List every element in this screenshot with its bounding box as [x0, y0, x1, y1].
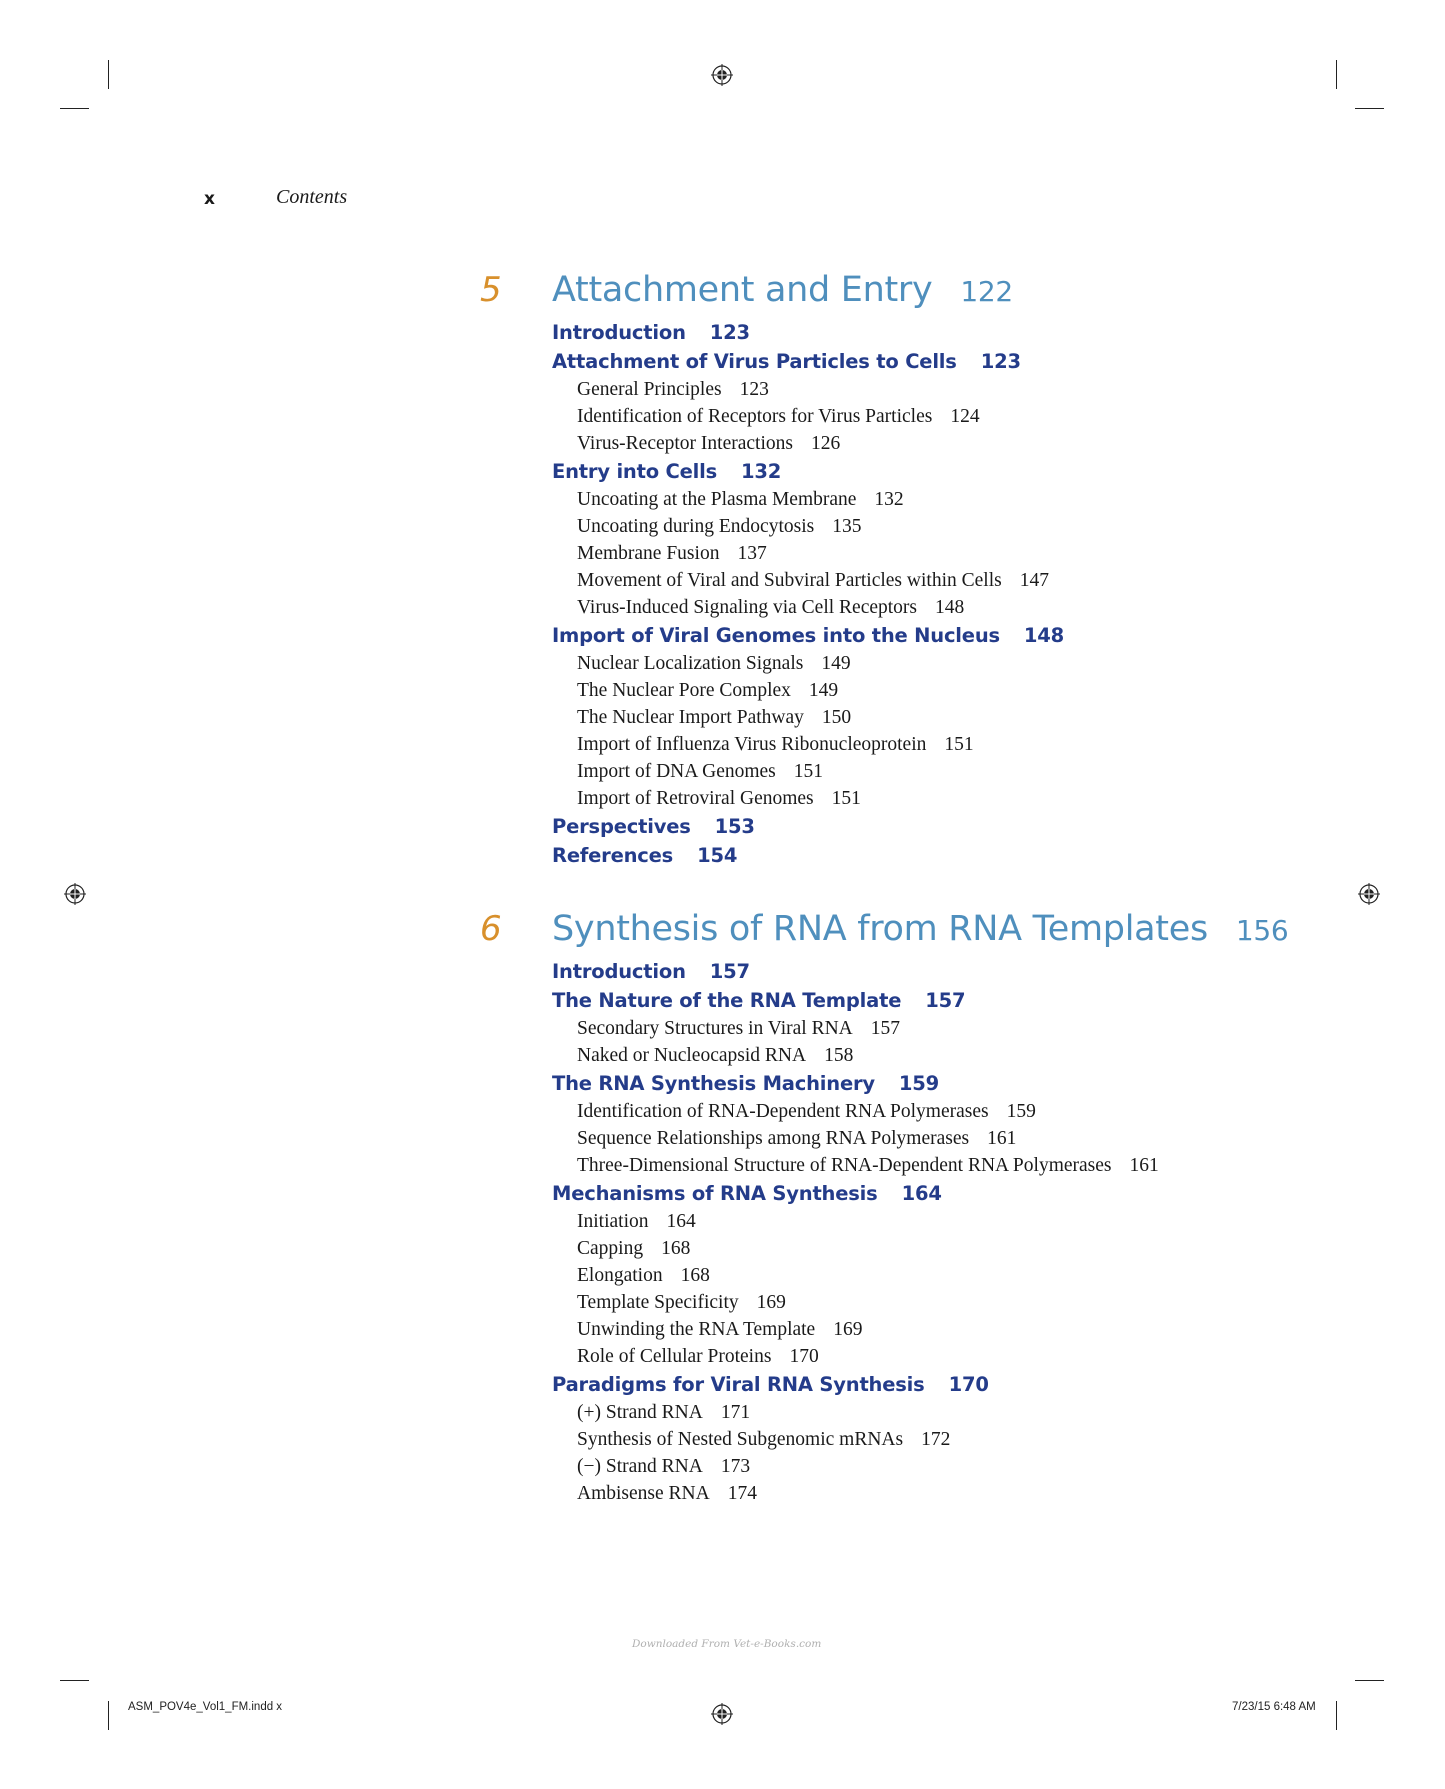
toc-section-heading: [552, 457, 1064, 486]
toc-entry-page: 158: [824, 1045, 854, 1066]
toc-entry-title: Initiation: [577, 1211, 649, 1232]
toc-entry-title: Secondary Structures in Viral RNA: [577, 1018, 853, 1039]
toc-subsection-entry: [552, 376, 1064, 403]
toc-entry-title: General Principles: [577, 379, 722, 400]
toc-entry-page: 123: [739, 379, 769, 400]
toc-entry-title: The Nuclear Pore Complex: [577, 680, 791, 701]
toc-subsection-entry: [552, 1289, 1159, 1316]
toc-entry-page: 157: [870, 1018, 901, 1039]
toc-entry-title: Identification of RNA-Dependent RNA Polymerases: [577, 1101, 989, 1122]
toc-entry-title: Import of Retroviral Genomes: [577, 788, 814, 809]
slug-date: 7/23/15 6:48 AM: [1232, 1701, 1316, 1713]
toc-entry-page: 126: [810, 433, 841, 454]
toc-entry-title: Role of Cellular Proteins: [577, 1346, 772, 1367]
registration-mark-icon: [64, 883, 86, 905]
toc-subsection-entry: [552, 1015, 1159, 1042]
toc-entry-page: 153: [714, 815, 755, 838]
toc-entry-title: Virus-Induced Signaling via Cell Receptors: [577, 597, 918, 618]
toc-entry-page: 151: [944, 734, 974, 755]
toc-entry-title: Entry into Cells: [552, 460, 718, 483]
toc-entry-title: Membrane Fusion: [577, 543, 720, 564]
toc-section-heading: [552, 318, 1064, 347]
toc-entry-title: Nuclear Localization Signals: [577, 653, 804, 674]
registration-mark-icon: [711, 1703, 733, 1725]
registration-mark-icon: [711, 64, 733, 86]
toc-entry-page: 132: [874, 489, 904, 510]
toc-entry-title: Movement of Viral and Subviral Particles within Cells: [577, 570, 1002, 591]
toc-entry-title: Ambisense RNA: [577, 1483, 710, 1504]
toc-entry-page: 173: [720, 1456, 751, 1477]
toc-subsection-entry: [552, 677, 1064, 704]
toc-subsection-entry: [552, 1042, 1159, 1069]
chapter-title-text: Attachment and Entry: [552, 270, 933, 310]
toc-subsection-entry: [552, 1262, 1159, 1289]
toc-section-heading: [552, 812, 1064, 841]
page-folio: x: [204, 189, 215, 209]
running-head: Contents: [276, 186, 348, 208]
toc-entry-page: 170: [948, 1373, 989, 1396]
toc-entry-page: 157: [925, 989, 966, 1012]
toc-subsection-entry: [552, 758, 1064, 785]
toc-entry-title: Three-Dimensional Structure of RNA-Dependent RNA Polymerases: [577, 1155, 1112, 1176]
toc-entry-title: Unwinding the RNA Template: [577, 1319, 816, 1340]
toc-subsection-entry: [552, 1453, 1159, 1480]
toc-entry-title: Identification of Receptors for Virus Particles: [577, 406, 933, 427]
toc-subsection-entry: [552, 1098, 1159, 1125]
toc-entry-title: Sequence Relationships among RNA Polymerases: [577, 1128, 970, 1149]
toc-entry-page: 170: [789, 1346, 819, 1367]
toc-section-heading: [552, 621, 1064, 650]
toc-entry-page: 123: [709, 321, 750, 344]
toc-subsection-entry: [552, 540, 1064, 567]
crop-mark-top-left-v: [108, 60, 109, 89]
crop-mark-top-right-h: [1355, 108, 1384, 109]
toc-entry-page: 147: [1019, 570, 1049, 591]
toc-entry-title: Uncoating during Endocytosis: [577, 516, 815, 537]
toc-section-heading: [552, 841, 1064, 870]
chapter-title: [552, 270, 1013, 310]
toc-subsection-entry: [552, 704, 1064, 731]
toc-entry-title: Paradigms for Viral RNA Synthesis: [552, 1373, 925, 1396]
toc-entry-title: (−) Strand RNA: [577, 1456, 703, 1477]
toc-entry-page: 151: [831, 788, 861, 809]
toc-subsection-entry: [552, 1480, 1159, 1507]
toc-entry-page: 159: [898, 1072, 940, 1095]
toc-entry-title: Elongation: [577, 1265, 663, 1286]
toc-entry-title: Import of DNA Genomes: [577, 761, 776, 782]
toc-subsection-entry: [552, 430, 1064, 457]
toc-section-heading: [552, 1370, 1159, 1399]
toc-entry-page: 161: [987, 1128, 1017, 1149]
toc-entry-page: 164: [666, 1211, 696, 1232]
toc-subsection-entry: [552, 1343, 1159, 1370]
toc-entry-page: 168: [680, 1265, 710, 1286]
toc-entry-page: 174: [727, 1483, 757, 1504]
toc-entry-title: Introduction: [552, 321, 686, 344]
toc-subsection-entry: [552, 513, 1064, 540]
toc-entry-title: The Nuclear Import Pathway: [577, 707, 804, 728]
toc-subsection-entry: [552, 1125, 1159, 1152]
toc-entry-page: 150: [821, 707, 852, 728]
crop-mark-bottom-right-h: [1355, 1680, 1384, 1681]
toc-entry-page: 161: [1129, 1155, 1159, 1176]
toc-subsection-entry: [552, 403, 1064, 430]
toc-entry-page: 137: [737, 543, 767, 564]
crop-mark-top-right-v: [1336, 60, 1337, 89]
toc-section-heading: [552, 1179, 1159, 1208]
chapter-entries-list: [552, 318, 1064, 870]
toc-subsection-entry: [552, 486, 1064, 513]
toc-subsection-entry: [552, 650, 1064, 677]
toc-entry-title: The RNA Synthesis Machinery: [552, 1072, 875, 1095]
toc-subsection-entry: [552, 1235, 1159, 1262]
toc-entry-title: Capping: [577, 1238, 644, 1259]
chapter-entries-list: [552, 957, 1159, 1507]
crop-mark-top-left-h: [60, 108, 89, 109]
toc-entry-title: Import of Viral Genomes into the Nucleus: [552, 624, 1000, 647]
toc-entry-title: Attachment of Virus Particles to Cells: [552, 350, 957, 373]
chapter-number: 5: [480, 270, 502, 310]
toc-subsection-entry: [552, 594, 1064, 621]
toc-section-heading: [552, 957, 1159, 986]
toc-subsection-entry: [552, 1426, 1159, 1453]
toc-entry-page: 154: [697, 844, 738, 867]
toc-entry-page: 171: [720, 1402, 751, 1423]
download-watermark: Downloaded From Vet-e-Books.com: [632, 1638, 822, 1650]
chapter-page-number: 122: [960, 275, 1013, 308]
toc-entry-title: Naked or Nucleocapsid RNA: [577, 1045, 807, 1066]
crop-mark-bottom-right-v: [1336, 1701, 1337, 1730]
toc-subsection-entry: [552, 567, 1064, 594]
toc-entry-page: 157: [709, 960, 750, 983]
toc-subsection-entry: [552, 1152, 1159, 1179]
toc-subsection-entry: [552, 1316, 1159, 1343]
toc-entry-title: Synthesis of Nested Subgenomic mRNAs: [577, 1429, 904, 1450]
crop-mark-bottom-left-h: [60, 1680, 89, 1681]
toc-entry-title: Import of Influenza Virus Ribonucleoprotein: [577, 734, 927, 755]
toc-subsection-entry: [552, 731, 1064, 758]
toc-entry-page: 169: [756, 1292, 786, 1313]
chapter-number: 6: [480, 909, 502, 949]
chapter-title-text: Synthesis of RNA from RNA Templates: [552, 909, 1208, 949]
toc-entry-title: (+) Strand RNA: [577, 1402, 703, 1423]
toc-entry-title: Mechanisms of RNA Synthesis: [552, 1182, 878, 1205]
toc-entry-title: References: [552, 844, 674, 867]
toc-entry-title: Virus-Receptor Interactions: [577, 433, 793, 454]
toc-entry-page: 151: [793, 761, 824, 782]
toc-entry-title: Introduction: [552, 960, 686, 983]
toc-entry-title: Perspectives: [552, 815, 691, 838]
registration-mark-icon: [1358, 883, 1380, 905]
toc-section-heading: [552, 1069, 1159, 1098]
crop-mark-bottom-left-v: [108, 1701, 109, 1730]
chapter-page-number: 156: [1235, 914, 1289, 947]
toc-entry-title: Uncoating at the Plasma Membrane: [577, 489, 857, 510]
toc-subsection-entry: [552, 785, 1064, 812]
toc-entry-title: The Nature of the RNA Template: [552, 989, 902, 1012]
toc-entry-page: 169: [833, 1319, 863, 1340]
toc-section-heading: [552, 347, 1064, 376]
toc-entry-page: 148: [935, 597, 965, 618]
toc-entry-page: 172: [921, 1429, 951, 1450]
toc-entry-page: 132: [741, 460, 782, 483]
toc-entry-page: 149: [821, 653, 851, 674]
toc-entry-title: Template Specificity: [577, 1292, 739, 1313]
toc-entry-page: 124: [950, 406, 980, 427]
toc-entry-page: 168: [661, 1238, 691, 1259]
toc-section-heading: [552, 986, 1159, 1015]
chapter-title: [552, 909, 1288, 949]
slug-filename: ASM_POV4e_Vol1_FM.indd x: [128, 1701, 283, 1713]
toc-entry-page: 123: [980, 350, 1021, 373]
toc-entry-page: 135: [832, 516, 862, 537]
toc-entry-page: 149: [808, 680, 839, 701]
toc-entry-page: 164: [901, 1182, 942, 1205]
toc-subsection-entry: [552, 1399, 1159, 1426]
toc-entry-page: 159: [1006, 1101, 1036, 1122]
toc-entry-page: 148: [1023, 624, 1065, 647]
toc-subsection-entry: [552, 1208, 1159, 1235]
